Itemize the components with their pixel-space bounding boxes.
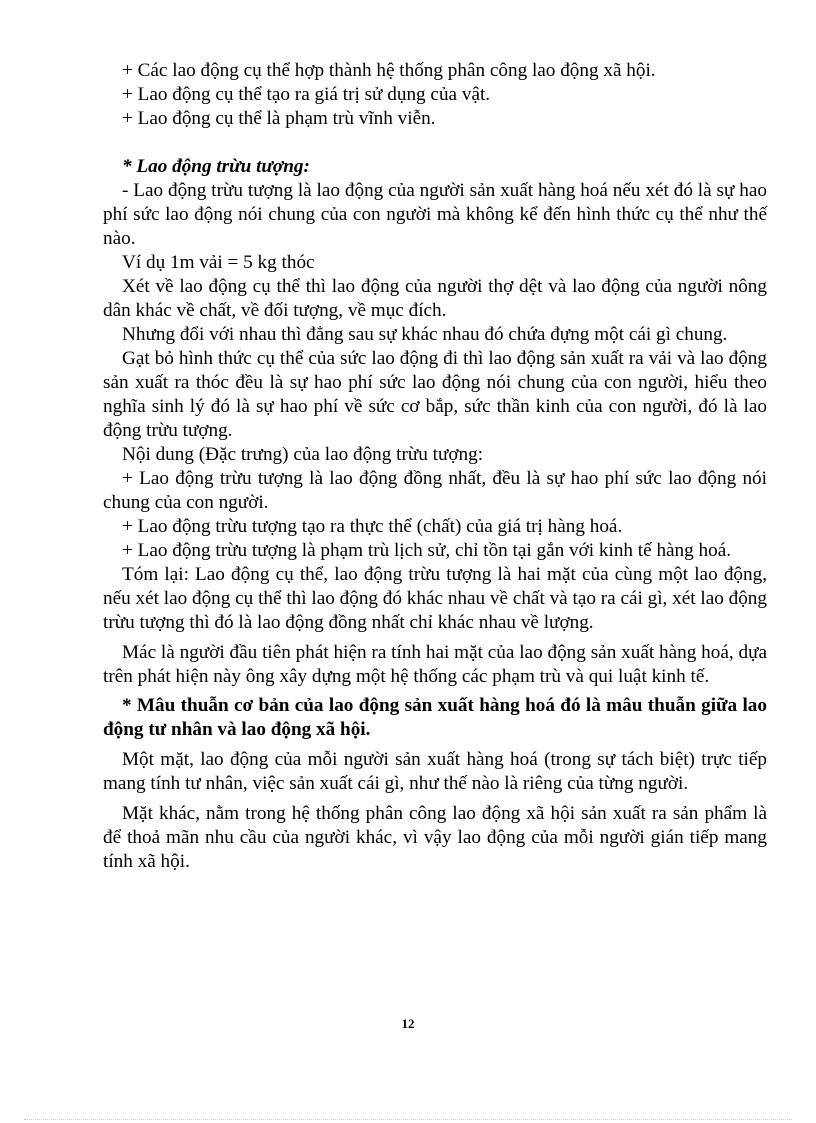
social-labor-paragraph: Mặt khác, nằm trong hệ thống phân công lao động xã hội sản xuất ra sản phẩm là để thoả mãn nhu cầu của người khác, vì vậy lao động của mỗi người gián tiếp mang tính xã hội. xyxy=(103,803,767,872)
marx-paragraph: Mác là người đầu tiên phát hiện ra tính hai mặt của lao động sản xuất hàng hoá, dựa trên phát hiện này ông xây dựng một hệ thống các phạm trù và qui luật kinh tế. xyxy=(103,642,767,687)
concrete-labor-point-2: + Lao động cụ thể tạo ra giá trị sử dụng của vật. xyxy=(122,84,491,105)
abstract-labor-definition: - Lao động trừu tượng là lao động của người sản xuất hàng hoá nếu xét đó là sự hao phí sức lao động nói chung của con người mà không kể đến hình thức cụ thể như thế nào. xyxy=(103,180,767,249)
abstraction-explanation-paragraph: Gạt bỏ hình thức cụ thể của sức lao động đi thì lao động sản xuất ra vải và lao động sản xuất ra thóc đều là sự hao phí sức lao động nói chung của con người, hiểu theo nghĩa sinh lý đó là sự hao phí về sức cơ bắp, sức thần kinh của con người, đó là lao động trừu tượng. xyxy=(103,348,767,441)
abstract-labor-point-1: + Lao động trừu tượng là lao động đồng nhất, đều là sự hao phí sức lao động nói chung của con người. xyxy=(103,468,767,513)
common-element-paragraph: Nhưng đổi với nhau thì đẳng sau sự khác nhau đó chứa đựng một cái gì chung. xyxy=(122,324,728,345)
summary-paragraph: Tóm lại: Lao động cụ thể, lao động trừu tượng là hai mặt của cùng một lao động, nếu xét lao động cụ thể thì lao động đó khác nhau về chất và tạo ra cái gì, xét lao động trừu tượng thì đó là lao động đồng nhất chỉ khác nhau về lượng. xyxy=(103,564,767,633)
private-labor-paragraph: Một mặt, lao động của mỗi người sản xuất hàng hoá (trong sự tách biệt) trực tiếp mang tính tư nhân, việc sản xuất cái gì, như thế nào là riêng của từng người. xyxy=(103,749,767,794)
abstract-labor-point-2: + Lao động trừu tượng tạo ra thực thể (chất) của giá trị hàng hoá. xyxy=(122,516,623,537)
page-content xyxy=(103,59,767,874)
concrete-labor-point-1: + Các lao động cụ thể hợp thành hệ thống phân công lao động xã hội. xyxy=(122,60,656,81)
abstract-labor-content-heading: Nội dung (Đặc trưng) của lao động trừu tượng: xyxy=(122,444,484,465)
example-line: Ví dụ 1m vải = 5 kg thóc xyxy=(122,252,315,273)
page-number: 12 xyxy=(401,1016,415,1031)
abstract-labor-point-3: + Lao động trừu tượng là phạm trù lịch sử, chỉ tồn tại gắn với kinh tế hàng hoá. xyxy=(122,540,732,561)
contradiction-heading: * Mâu thuẫn cơ bản của lao động sản xuất hàng hoá đó là mâu thuẫn giữa lao động tư nhân và lao động xã hội. xyxy=(103,695,767,740)
bottom-divider xyxy=(24,1119,792,1120)
abstract-labor-heading: * Lao động trừu tượng: xyxy=(122,156,310,177)
concrete-comparison-paragraph: Xét về lao động cụ thể thì lao động của người thợ dệt và lao động của người nông dân khác về chất, về đối tượng, về mục đích. xyxy=(103,276,767,321)
concrete-labor-point-3: + Lao động cụ thể là phạm trù vĩnh viễn. xyxy=(122,108,436,129)
